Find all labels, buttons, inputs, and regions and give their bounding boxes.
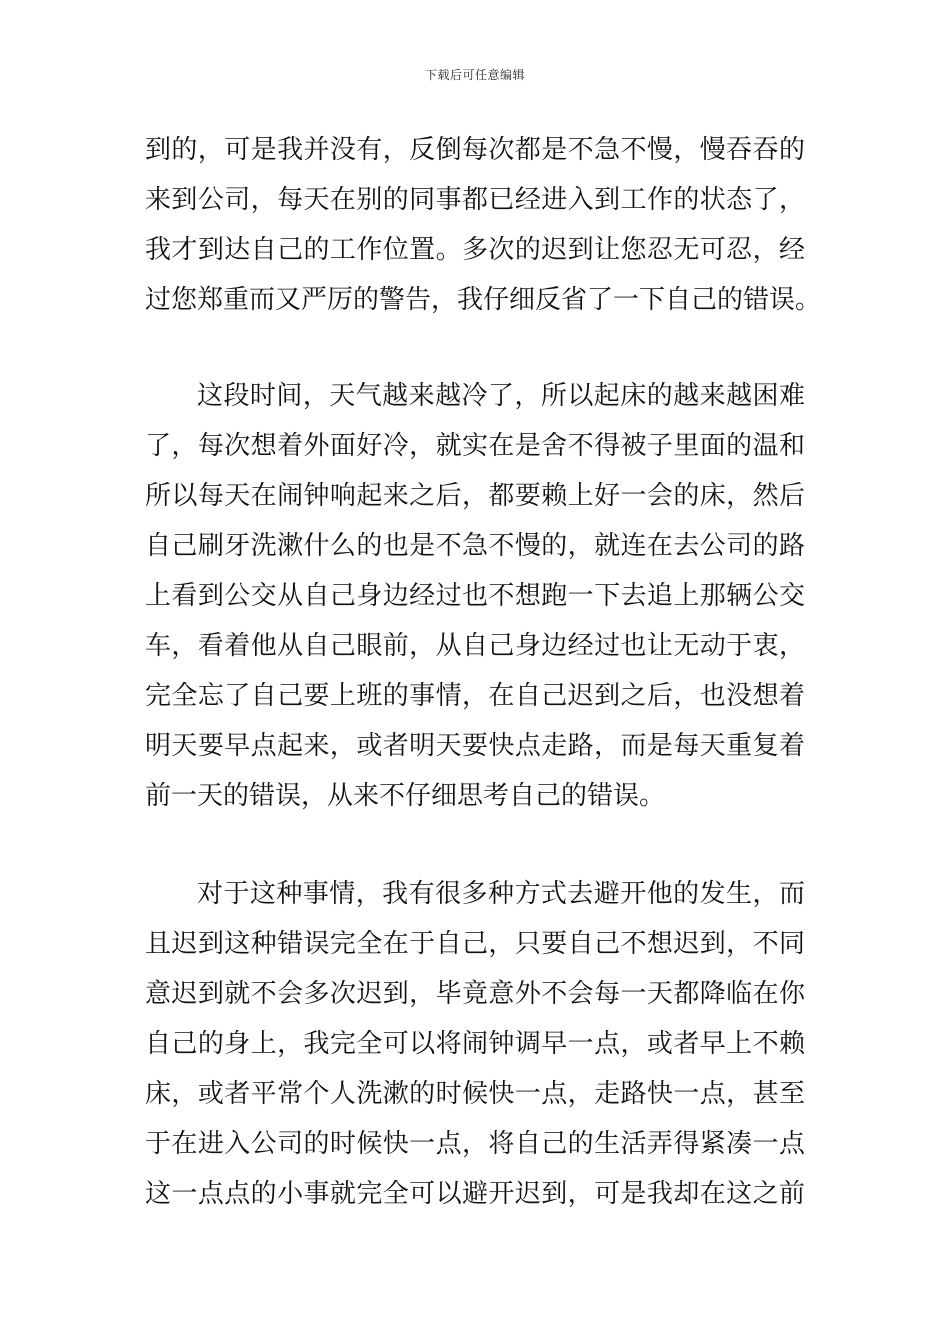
text-line: 上看到公交从自己身边经过也不想跑一下去追上那辆公交 xyxy=(145,581,805,611)
text-line: 且迟到这种错误完全在于自己，只要自己不想迟到，不同 xyxy=(145,929,805,959)
text-line: 完全忘了自己要上班的事情，在自己迟到之后，也没想着 xyxy=(145,681,805,711)
text-line: 来到公司，每天在别的同事都已经进入到工作的状态了， xyxy=(145,185,805,215)
text-line: 明天要早点起来，或者明天要快点走路，而是每天重复着 xyxy=(145,731,805,761)
text-line: 车，看着他从自己眼前，从自己身边经过也让无动于衷， xyxy=(145,631,805,661)
text-line: 自己的身上，我完全可以将闹钟调早一点，或者早上不赖 xyxy=(145,1029,805,1059)
text-line: 这段时间，天气越来越冷了，所以起床的越来越困难 xyxy=(197,381,805,411)
text-line: 过您郑重而又严厉的警告，我仔细反省了一下自己的错误。 xyxy=(145,285,822,315)
text-line: 床，或者平常个人洗漱的时候快一点，走路快一点，甚至 xyxy=(145,1079,805,1109)
text-line: 于在进入公司的时候快一点，将自己的生活弄得紧凑一点 xyxy=(145,1129,805,1159)
text-line: 所以每天在闹钟响起来之后，都要赖上好一会的床，然后 xyxy=(145,481,805,511)
text-line: 我才到达自己的工作位置。多次的迟到让您忍无可忍，经 xyxy=(145,235,805,265)
text-line: 了，每次想着外面好冷，就实在是舍不得被子里面的温和 xyxy=(145,431,805,461)
text-line: 自己刷牙洗漱什么的也是不急不慢的，就连在去公司的路 xyxy=(145,531,805,561)
text-line: 到的，可是我并没有，反倒每次都是不急不慢，慢吞吞的 xyxy=(145,135,805,165)
header-note: 下载后可任意编辑 xyxy=(424,68,525,82)
text-line: 意迟到就不会多次迟到，毕竟意外不会每一天都降临在你 xyxy=(145,979,805,1009)
text-line: 前一天的错误，从来不仔细思考自己的错误。 xyxy=(145,781,666,811)
text-line: 这一点点的小事就完全可以避开迟到，可是我却在这之前 xyxy=(145,1179,805,1209)
text-line: 对于这种事情，我有很多种方式去避开他的发生，而 xyxy=(197,879,805,909)
